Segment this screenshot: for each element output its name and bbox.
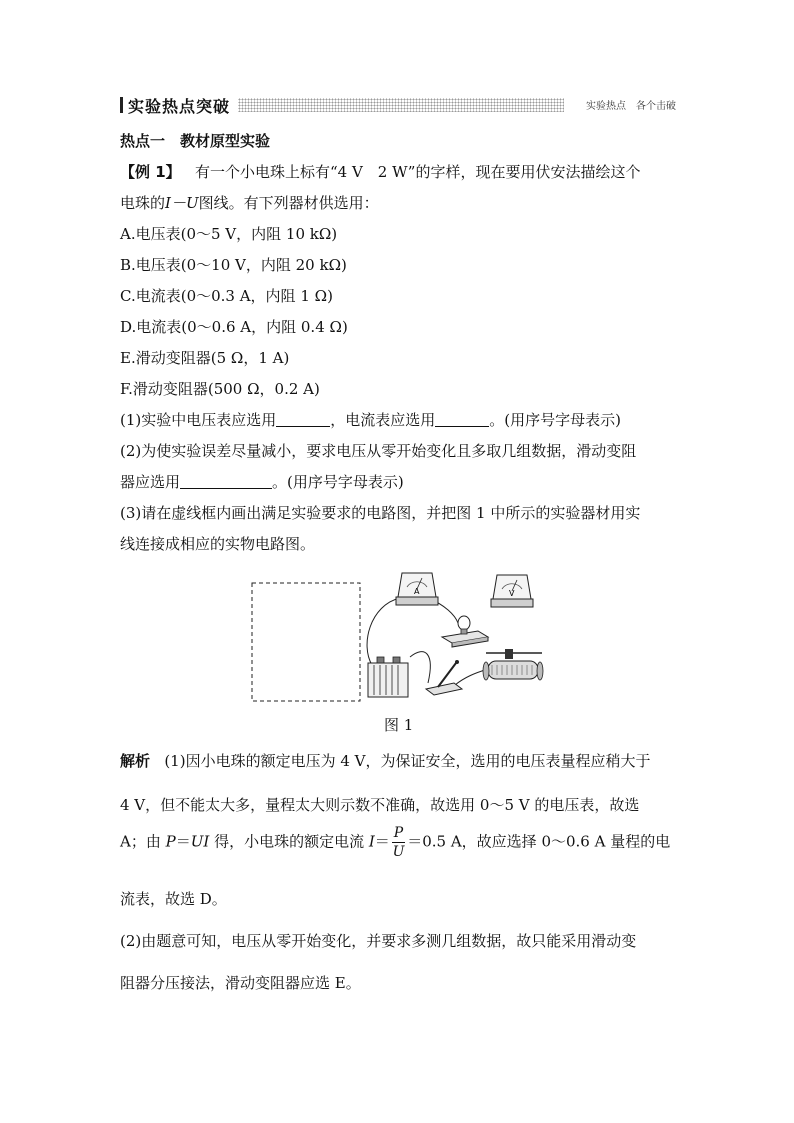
header-title: 实验热点突破: [128, 97, 231, 116]
symbol-i: I: [368, 832, 375, 851]
q1-part-b: ，电流表应选用: [330, 411, 436, 429]
example-intro-line-2: [120, 192, 379, 213]
example-intro-line-1: [120, 161, 640, 182]
circuit-drawing-box[interactable]: [252, 583, 360, 701]
rheostat-answer-blank[interactable]: [180, 474, 272, 489]
rheostat-icon: [483, 649, 543, 680]
battery-icon: [368, 657, 408, 697]
solution-line-1: [120, 750, 651, 771]
fraction-denominator: U: [392, 844, 405, 860]
symbol-ui: UI: [190, 832, 210, 851]
voltmeter-icon: [491, 575, 533, 607]
q1-part-c: 。(用序号字母表示): [489, 411, 621, 429]
bulb-icon: [442, 616, 488, 647]
ammeter-icon: [396, 573, 438, 605]
header-bar: [120, 97, 123, 113]
intro-2a: 电珠的: [120, 194, 166, 212]
s3h: ＝0.5 A，故应选择 0～0.6 A 量程的电: [407, 832, 671, 851]
experiment-figure: [250, 565, 550, 705]
question-3-line-2: 线连接成相应的实物电路图。: [120, 535, 316, 553]
example-label: 【例 1】: [120, 163, 181, 181]
q1-part-a: (1)实验中电压表应选用: [120, 411, 277, 429]
s3e: 得，小电珠的额定电流: [209, 832, 369, 851]
header-tag-b: 各个击破: [636, 101, 676, 112]
s3g: ＝: [374, 832, 390, 851]
header-tagline: [576, 97, 676, 112]
symbol-p: P: [165, 832, 176, 851]
option-c: C.电流表(0～0.3 A，内阻 1 Ω): [120, 287, 333, 305]
s3c: ＝: [175, 832, 191, 851]
section-header: [120, 96, 676, 116]
example-intro-1: 有一个小电珠上标有“4 V 2 W”的字样，现在要用伏安法描绘这个: [194, 163, 641, 181]
intro-2c: 图线。有下列器材供选用：: [198, 194, 379, 212]
solution-line-2: 4 V，但不能太大多，量程太大则示数不准确，故选用 0～5 V 的电压表，故选: [120, 796, 640, 814]
solution-label: 解析: [120, 752, 151, 770]
header-tag-a: 实验热点: [586, 101, 626, 112]
option-f: F.滑动变阻器(500 Ω，0.2 A): [120, 380, 320, 398]
voltmeter-label: V: [509, 589, 515, 598]
solution-line-3: [120, 826, 670, 859]
switch-icon: [426, 660, 462, 695]
q2-part-b: 。(用序号字母表示): [272, 473, 404, 491]
s3a: A；由: [120, 832, 166, 851]
question-2-line-2: [120, 471, 404, 492]
ammeter-label: A: [414, 587, 420, 596]
figure-caption: 图 1: [384, 716, 414, 734]
question-3-line-1: (3)请在虚线框内画出满足实验要求的电路图，并把图 1 中所示的实验器材用实: [120, 504, 641, 522]
section-title: 热点一 教材原型实验: [120, 132, 271, 150]
ammeter-answer-blank[interactable]: [435, 412, 489, 427]
option-a: A.电压表(0～5 V，内阻 10 kΩ): [120, 225, 338, 243]
solution-line-5: (2)由题意可知，电压从零开始变化，并要求多测几组数据，故只能采用滑动变: [120, 932, 637, 950]
solution-line-6: 阻器分压接法，滑动变阻器应选 E。: [120, 974, 361, 992]
option-b: B.电压表(0～10 V，内阻 20 kΩ): [120, 256, 347, 274]
solution-1-text-1: (1)因小电珠的额定电压为 4 V，为保证安全，选用的电压表量程应稍大于: [164, 752, 651, 770]
voltmeter-answer-blank[interactable]: [276, 412, 330, 427]
question-1: [120, 409, 621, 430]
option-e: E.滑动变阻器(5 Ω，1 A): [120, 349, 290, 367]
wire-ammeter-battery: [367, 598, 400, 665]
question-2-line-1: (2)为使实验误差尽量减小，要求电压从零开始变化且多取几组数据，滑动变阻: [120, 442, 637, 460]
wire-battery-switch: [410, 652, 430, 683]
q2-part-a: 器应选用: [120, 473, 181, 491]
iu-symbol: I－U: [165, 194, 199, 212]
fraction-p-over-u: [392, 826, 405, 859]
header-dotted-band: [238, 98, 564, 112]
fraction-numerator: P: [393, 825, 404, 841]
solution-line-4: 流表，故选 D。: [120, 890, 227, 908]
option-d: D.电流表(0～0.6 A，内阻 0.4 Ω): [120, 318, 348, 336]
